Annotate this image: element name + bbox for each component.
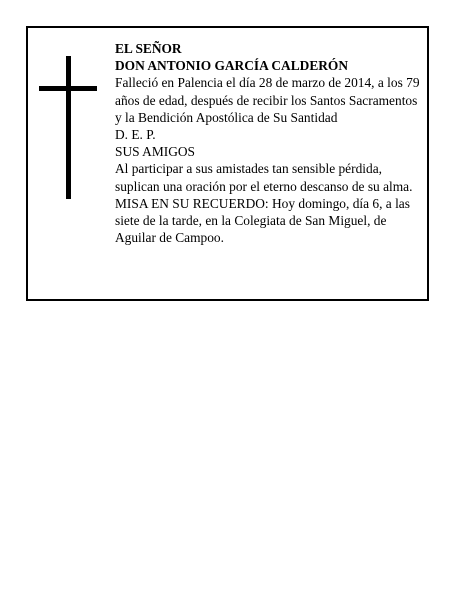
death-paragraph: Falleció en Palencia el día 28 de marzo de 2014, a los 79 años de edad, después de recibir los Santos Sacramentos y la Bendición Apostólica de Su Santidad (115, 75, 420, 125)
obituary-notice (26, 26, 429, 301)
rip-line: D. E. P. (115, 127, 156, 143)
notice-text (115, 40, 425, 246)
deceased-name: DON ANTONIO GARCÍA CALDERÓN (115, 58, 349, 74)
request-paragraph: Al participar a sus amistades tan sensible pérdida, suplican una oración por el eterno descanso de su alma. (115, 161, 413, 194)
cross-vertical-bar (66, 56, 71, 199)
from-line: SUS AMIGOS (115, 144, 195, 160)
title-line-1: EL SEÑOR (115, 41, 182, 56)
mass-paragraph: MISA EN SU RECUERDO: Hoy domingo, día 6, a las siete de la tarde, en la Colegiata de San Miguel, de Aguilar de Campoo. (115, 195, 410, 246)
cross-horizontal-bar (39, 86, 97, 91)
cross-icon (39, 56, 97, 199)
